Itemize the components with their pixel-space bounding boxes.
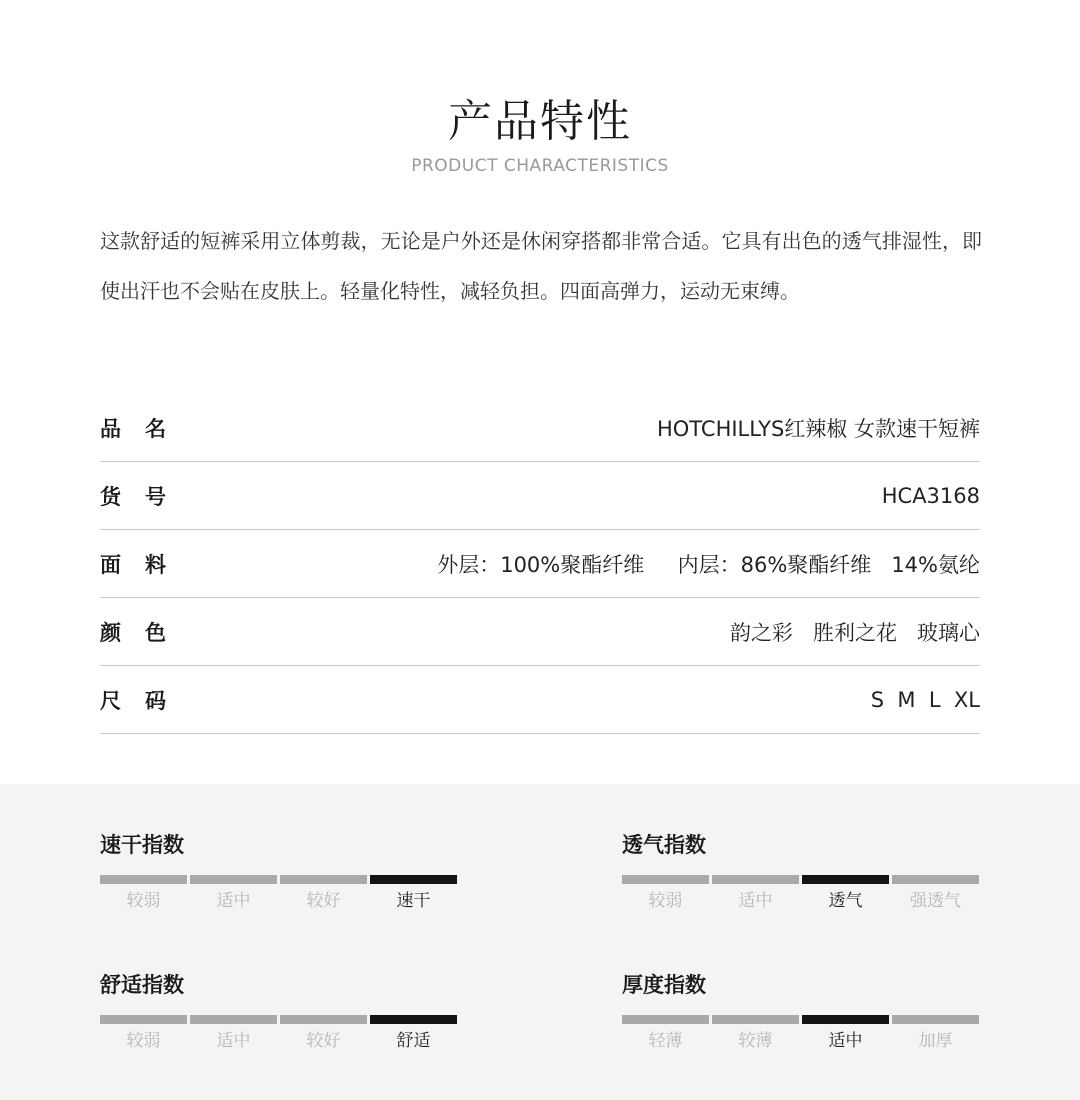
level-bar bbox=[802, 1015, 889, 1024]
comfort-index bbox=[100, 971, 458, 1052]
level-label: 适中 bbox=[738, 891, 773, 911]
level-label: 强透气 bbox=[910, 891, 961, 911]
level-label: 较薄 bbox=[738, 1031, 773, 1051]
thickness-index bbox=[622, 971, 980, 1052]
level-label: 适中 bbox=[216, 1031, 251, 1051]
level-bar bbox=[712, 875, 799, 884]
spec-label: 面料 bbox=[100, 552, 190, 577]
level-bar bbox=[190, 1015, 277, 1024]
spec-label: 品名 bbox=[100, 416, 190, 441]
level-bar bbox=[892, 875, 979, 884]
level-bar bbox=[892, 1015, 979, 1024]
index-level bbox=[802, 1015, 889, 1052]
spec-row-size bbox=[100, 666, 980, 734]
index-level bbox=[370, 875, 457, 912]
spec-label: 颜色 bbox=[100, 620, 190, 645]
spec-table bbox=[100, 394, 980, 734]
spec-label: 尺码 bbox=[100, 688, 190, 713]
level-label: 透气 bbox=[828, 891, 863, 911]
level-bar bbox=[802, 875, 889, 884]
level-label: 轻薄 bbox=[648, 1031, 683, 1051]
level-bar bbox=[100, 1015, 187, 1024]
index-panel bbox=[0, 784, 1080, 1100]
spec-row-color bbox=[100, 598, 980, 666]
index-scale bbox=[622, 875, 980, 912]
index-title: 厚度指数 bbox=[622, 973, 706, 997]
index-level bbox=[622, 875, 709, 912]
index-level bbox=[190, 875, 277, 912]
level-bar bbox=[622, 1015, 709, 1024]
index-title: 舒适指数 bbox=[100, 973, 184, 997]
level-bar bbox=[100, 875, 187, 884]
section-title: 产品特性 bbox=[448, 96, 632, 147]
spec-label: 货号 bbox=[100, 484, 190, 509]
level-label: 加厚 bbox=[918, 1031, 953, 1051]
breathability-index bbox=[622, 831, 980, 912]
level-bar bbox=[280, 1015, 367, 1024]
index-scale bbox=[622, 1015, 980, 1052]
index-level bbox=[190, 1015, 277, 1052]
spec-value: 韵之彩 胜利之花 玻璃心 bbox=[729, 620, 980, 645]
level-label: 较弱 bbox=[648, 891, 683, 911]
level-label: 适中 bbox=[216, 891, 251, 911]
index-level bbox=[100, 875, 187, 912]
index-level bbox=[622, 1015, 709, 1052]
spec-value: HCA3168 bbox=[881, 483, 980, 508]
level-label: 适中 bbox=[828, 1031, 863, 1051]
index-scale bbox=[100, 875, 458, 912]
index-level bbox=[802, 875, 889, 912]
level-bar bbox=[370, 1015, 457, 1024]
index-level bbox=[892, 1015, 979, 1052]
index-level bbox=[712, 875, 799, 912]
index-scale bbox=[100, 1015, 458, 1052]
level-bar bbox=[280, 875, 367, 884]
spec-value: 外层：100%聚酯纤维 内层：86%聚酯纤维 14%氨纶 bbox=[437, 552, 980, 577]
quick-dry-index bbox=[100, 831, 458, 912]
level-label: 较好 bbox=[306, 891, 341, 911]
spec-value: HOTCHILLYS红辣椒 女款速干短裤 bbox=[656, 416, 980, 441]
index-level bbox=[370, 1015, 457, 1052]
index-title: 透气指数 bbox=[622, 833, 706, 857]
index-level bbox=[712, 1015, 799, 1052]
spec-row-sku bbox=[100, 462, 980, 530]
index-level bbox=[280, 1015, 367, 1052]
spec-row-name bbox=[100, 394, 980, 462]
product-description: 这款舒适的短裤采用立体剪裁，无论是户外还是休闲穿搭都非常合适。它具有出色的透气排湿性，即使出汗也不会贴在皮肤上。轻量化特性，减轻负担。四面高弹力，运动无束缚。 bbox=[100, 229, 982, 303]
level-bar bbox=[712, 1015, 799, 1024]
level-label: 较弱 bbox=[126, 891, 161, 911]
index-level bbox=[100, 1015, 187, 1052]
level-label: 舒适 bbox=[396, 1031, 431, 1051]
level-label: 速干 bbox=[396, 891, 431, 911]
level-label: 较弱 bbox=[126, 1031, 161, 1051]
index-level bbox=[280, 875, 367, 912]
spec-row-fabric bbox=[100, 530, 980, 598]
spec-value: S M L XL bbox=[870, 687, 980, 712]
level-bar bbox=[370, 875, 457, 884]
index-title: 速干指数 bbox=[100, 833, 184, 857]
index-level bbox=[892, 875, 979, 912]
section-subtitle: PRODUCT CHARACTERISTICS bbox=[411, 156, 669, 176]
level-label: 较好 bbox=[306, 1031, 341, 1051]
level-bar bbox=[622, 875, 709, 884]
level-bar bbox=[190, 875, 277, 884]
